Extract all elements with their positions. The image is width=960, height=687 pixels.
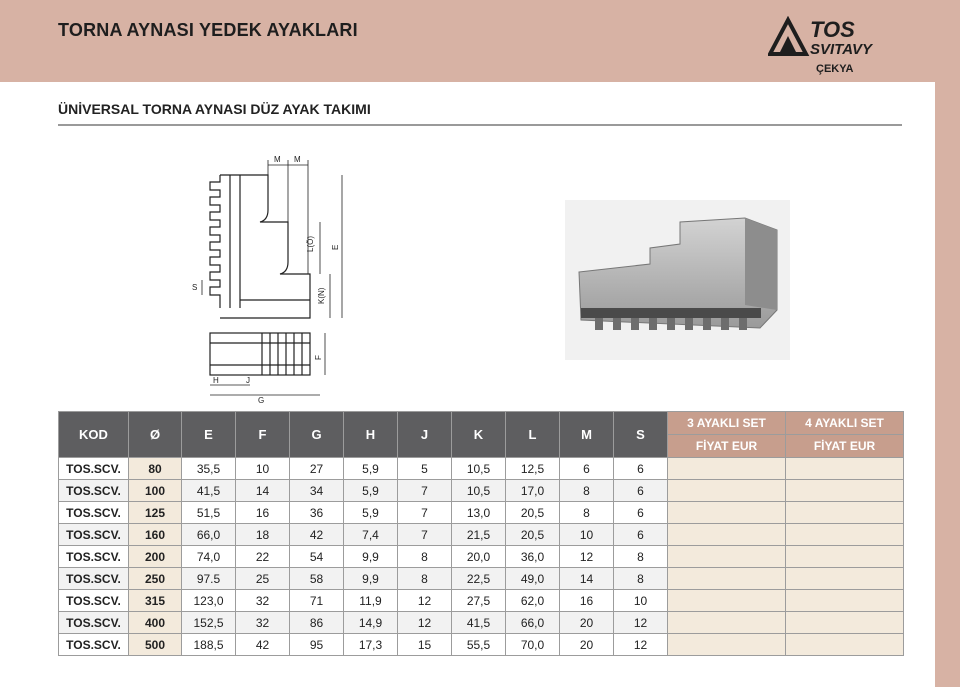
table-cell: 22 [236, 546, 290, 568]
table-cell: 7 [398, 524, 452, 546]
col-header-s: S [614, 412, 668, 458]
table-cell: 36 [290, 502, 344, 524]
table-cell: 20,5 [506, 524, 560, 546]
table-cell: 21,5 [452, 524, 506, 546]
table-row [59, 480, 904, 502]
table-cell: 66,0 [506, 612, 560, 634]
cell-price-3-jaw [668, 502, 786, 524]
cell-price-3-jaw [668, 590, 786, 612]
table-cell: 35,5 [182, 458, 236, 480]
logo-mark [768, 16, 908, 62]
cell-price-3-jaw [668, 634, 786, 656]
table-cell: 10 [236, 458, 290, 480]
table-cell: 11,9 [344, 590, 398, 612]
table-cell: 6 [614, 458, 668, 480]
table-cell: 62,0 [506, 590, 560, 612]
table-row [59, 568, 904, 590]
col-header-f: F [236, 412, 290, 458]
section-divider [58, 124, 902, 126]
table-cell: 123,0 [182, 590, 236, 612]
table-cell: 18 [236, 524, 290, 546]
table-cell: 66,0 [182, 524, 236, 546]
brand-name-bottom: SVITAVY [810, 41, 872, 58]
cell-code: TOS.SCV. [59, 480, 129, 502]
table-cell: 27 [290, 458, 344, 480]
table-cell: 152,5 [182, 612, 236, 634]
table-cell: 86 [290, 612, 344, 634]
table-row [59, 524, 904, 546]
table-cell: 70,0 [506, 634, 560, 656]
dim-label-s: S [192, 283, 198, 292]
cell-diameter: 80 [129, 458, 182, 480]
table-cell: 188,5 [182, 634, 236, 656]
table-cell: 10,5 [452, 480, 506, 502]
table-row [59, 590, 904, 612]
table-cell: 9,9 [344, 568, 398, 590]
col-header-k: K [452, 412, 506, 458]
table-cell: 8 [398, 546, 452, 568]
table-cell: 10,5 [452, 458, 506, 480]
page-title: TORNA AYNASI YEDEK AYAKLARI [58, 20, 358, 40]
table-cell: 27,5 [452, 590, 506, 612]
dim-label-e: E [331, 244, 340, 250]
cell-code: TOS.SCV. [59, 634, 129, 656]
col-subheader-4-jaw-price: FİYAT EUR [786, 435, 904, 458]
cell-code: TOS.SCV. [59, 568, 129, 590]
spec-table-body [59, 458, 904, 656]
table-cell: 12 [398, 612, 452, 634]
cell-diameter: 500 [129, 634, 182, 656]
table-cell: 8 [614, 546, 668, 568]
cell-code: TOS.SCV. [59, 458, 129, 480]
table-cell: 16 [560, 590, 614, 612]
cell-price-3-jaw [668, 524, 786, 546]
col-subheader-3-jaw-price: FİYAT EUR [668, 435, 786, 458]
table-row [59, 546, 904, 568]
table-cell: 20,5 [506, 502, 560, 524]
table-cell: 20 [560, 612, 614, 634]
brand-name-top: TOS [810, 17, 855, 42]
jaw-illustration [565, 200, 790, 360]
col-header-kod: KOD [59, 412, 129, 458]
cell-price-4-jaw [786, 634, 904, 656]
table-cell: 49,0 [506, 568, 560, 590]
product-photo [565, 200, 790, 365]
serration-teeth [210, 175, 220, 308]
table-cell: 12 [614, 634, 668, 656]
dim-label-h: H [213, 376, 219, 385]
table-cell: 6 [560, 458, 614, 480]
table-cell: 6 [614, 480, 668, 502]
cell-diameter: 100 [129, 480, 182, 502]
brand-country: ÇEKYA [816, 63, 854, 75]
table-cell: 15 [398, 634, 452, 656]
cell-price-3-jaw [668, 612, 786, 634]
table-cell: 32 [236, 590, 290, 612]
table-cell: 25 [236, 568, 290, 590]
dim-label-g: G [258, 396, 265, 405]
table-cell: 42 [290, 524, 344, 546]
table-cell: 42 [236, 634, 290, 656]
col-header-3-jaw-set: 3 AYAKLI SET [668, 412, 786, 435]
table-cell: 8 [560, 502, 614, 524]
table-cell: 20,0 [452, 546, 506, 568]
table-cell: 9,9 [344, 546, 398, 568]
table-cell: 14 [560, 568, 614, 590]
cell-diameter: 315 [129, 590, 182, 612]
table-cell: 14 [236, 480, 290, 502]
table-cell: 54 [290, 546, 344, 568]
spec-table [58, 411, 904, 656]
cell-price-3-jaw [668, 568, 786, 590]
cell-price-3-jaw [668, 458, 786, 480]
table-cell: 14,9 [344, 612, 398, 634]
cell-price-3-jaw [668, 480, 786, 502]
table-cell: 32 [236, 612, 290, 634]
table-cell: 6 [614, 502, 668, 524]
col-header-e: E [182, 412, 236, 458]
cell-code: TOS.SCV. [59, 502, 129, 524]
col-header-4-jaw-set: 4 AYAKLI SET [786, 412, 904, 435]
table-cell: 55,5 [452, 634, 506, 656]
table-cell: 41,5 [452, 612, 506, 634]
cell-code: TOS.SCV. [59, 612, 129, 634]
cell-price-4-jaw [786, 480, 904, 502]
table-cell: 5,9 [344, 480, 398, 502]
table-cell: 5,9 [344, 458, 398, 480]
table-cell: 12 [614, 612, 668, 634]
table-row [59, 634, 904, 656]
cell-diameter: 160 [129, 524, 182, 546]
table-cell: 6 [614, 524, 668, 546]
table-cell: 7 [398, 502, 452, 524]
dim-label-l: L(Ö) [306, 236, 315, 252]
table-cell: 97.5 [182, 568, 236, 590]
table-cell: 51,5 [182, 502, 236, 524]
table-cell: 7 [398, 480, 452, 502]
cell-code: TOS.SCV. [59, 524, 129, 546]
table-cell: 8 [614, 568, 668, 590]
cell-price-4-jaw [786, 568, 904, 590]
table-cell: 58 [290, 568, 344, 590]
table-row [59, 502, 904, 524]
table-row [59, 612, 904, 634]
right-accent-strip [935, 82, 960, 687]
table-cell: 16 [236, 502, 290, 524]
cell-diameter: 125 [129, 502, 182, 524]
cell-diameter: 200 [129, 546, 182, 568]
dim-label-f: F [314, 355, 323, 360]
cell-price-4-jaw [786, 612, 904, 634]
cell-code: TOS.SCV. [59, 546, 129, 568]
table-cell: 71 [290, 590, 344, 612]
table-cell: 20 [560, 634, 614, 656]
cell-price-4-jaw [786, 546, 904, 568]
table-cell: 10 [560, 524, 614, 546]
table-cell: 12,5 [506, 458, 560, 480]
table-cell: 17,3 [344, 634, 398, 656]
table-cell: 5,9 [344, 502, 398, 524]
jaw-technical-drawing [180, 150, 350, 405]
table-cell: 12 [398, 590, 452, 612]
table-row [59, 458, 904, 480]
logo-triangle-inner [780, 36, 796, 52]
col-header-l: L [506, 412, 560, 458]
cell-price-4-jaw [786, 502, 904, 524]
brand-logo [768, 16, 908, 80]
col-header-g: G [290, 412, 344, 458]
col-header-m: M [560, 412, 614, 458]
table-cell: 22,5 [452, 568, 506, 590]
table-cell: 74,0 [182, 546, 236, 568]
cell-price-4-jaw [786, 524, 904, 546]
dim-label-m2: M [294, 155, 301, 164]
table-cell: 17,0 [506, 480, 560, 502]
cell-price-3-jaw [668, 546, 786, 568]
dim-label-j: J [246, 376, 250, 385]
col-header-j: J [398, 412, 452, 458]
col-header-h: H [344, 412, 398, 458]
table-cell: 12 [560, 546, 614, 568]
table-cell: 34 [290, 480, 344, 502]
table-cell: 41,5 [182, 480, 236, 502]
cell-code: TOS.SCV. [59, 590, 129, 612]
col-header-diameter: Ø [129, 412, 182, 458]
table-cell: 8 [560, 480, 614, 502]
cell-diameter: 400 [129, 612, 182, 634]
cell-price-4-jaw [786, 458, 904, 480]
section-title: ÜNİVERSAL TORNA AYNASI DÜZ AYAK TAKIMI [58, 101, 371, 117]
dim-label-k: K(N) [317, 287, 326, 304]
cell-price-4-jaw [786, 590, 904, 612]
technical-drawing [180, 150, 350, 410]
table-cell: 7,4 [344, 524, 398, 546]
table-cell: 10 [614, 590, 668, 612]
table-cell: 13,0 [452, 502, 506, 524]
table-cell: 8 [398, 568, 452, 590]
table-cell: 5 [398, 458, 452, 480]
cell-diameter: 250 [129, 568, 182, 590]
jaw-outline [220, 175, 310, 318]
table-cell: 36,0 [506, 546, 560, 568]
dim-label-m1: M [274, 155, 281, 164]
table-cell: 95 [290, 634, 344, 656]
